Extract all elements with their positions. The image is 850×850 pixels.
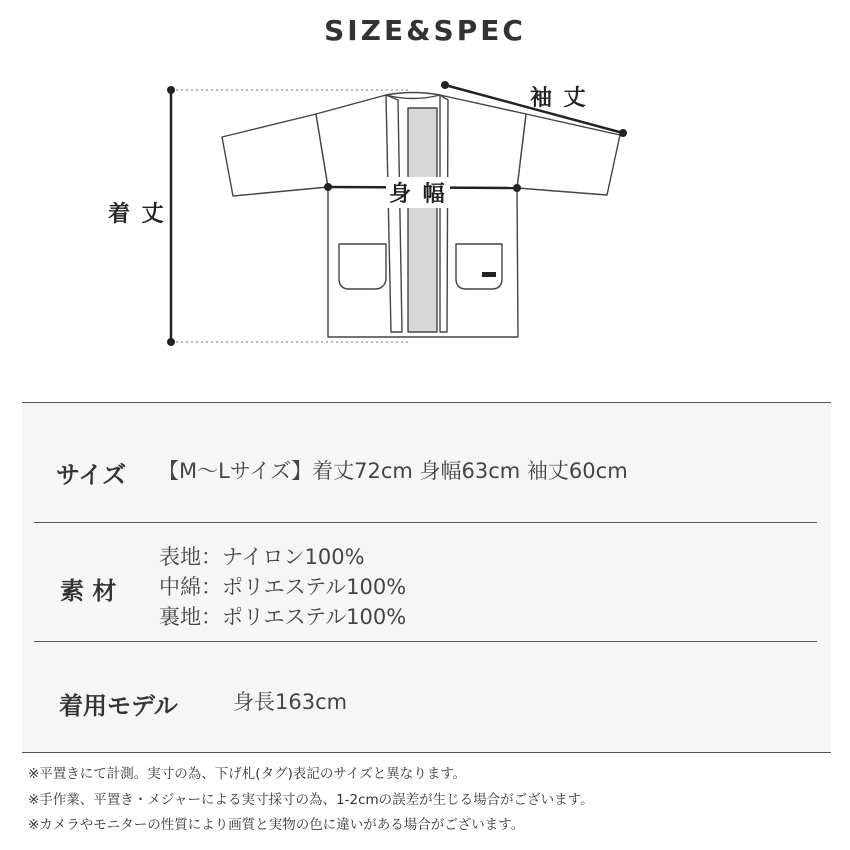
- right-sleeve: [517, 114, 620, 195]
- row-divider: [34, 522, 817, 523]
- left-sleeve: [222, 114, 328, 196]
- material-filling: 中綿：ポリエステル100%: [159, 575, 407, 599]
- garment-tag: [482, 272, 496, 277]
- garment-lining: [408, 108, 437, 332]
- garment-neckline: [386, 93, 440, 96]
- right-collar: [440, 95, 448, 332]
- material-list: [159, 542, 406, 632]
- model-value: 身長163cm: [233, 690, 348, 714]
- row-divider: [34, 641, 817, 642]
- sleeve-label: 袖 丈: [530, 86, 588, 111]
- size-label: サイズ: [56, 461, 127, 489]
- right-pocket: [456, 244, 502, 289]
- page-title: SIZE&SPEC: [324, 14, 526, 47]
- spec-table: [22, 402, 831, 753]
- model-label: 着用モデル: [59, 692, 178, 720]
- length-label: 着 丈: [108, 202, 166, 227]
- note-item: ※カメラやモニターの性質により画質と実物の色に違いがある場合がございます。: [28, 817, 525, 833]
- material-label: 素 材: [60, 577, 117, 605]
- body-width-label: 身 幅: [386, 177, 450, 208]
- left-pocket: [339, 244, 386, 289]
- note-item: ※平置きにて計測。実寸の為、下げ札(タグ)表記のサイズと異なります。: [28, 766, 467, 782]
- material-outer: 表地：ナイロン100%: [159, 545, 365, 569]
- material-lining: 裏地：ポリエステル100%: [159, 605, 407, 629]
- note-item: ※手作業、平置き・メジャーによる実寸採寸の為、1-2cmの誤差が生じる場合がございます。: [28, 791, 594, 808]
- notes-list: [28, 762, 828, 839]
- size-value: 【M～Lサイズ】着丈72cm 身幅63cm 袖丈60cm: [158, 459, 628, 483]
- garment-size-diagram: [0, 0, 850, 390]
